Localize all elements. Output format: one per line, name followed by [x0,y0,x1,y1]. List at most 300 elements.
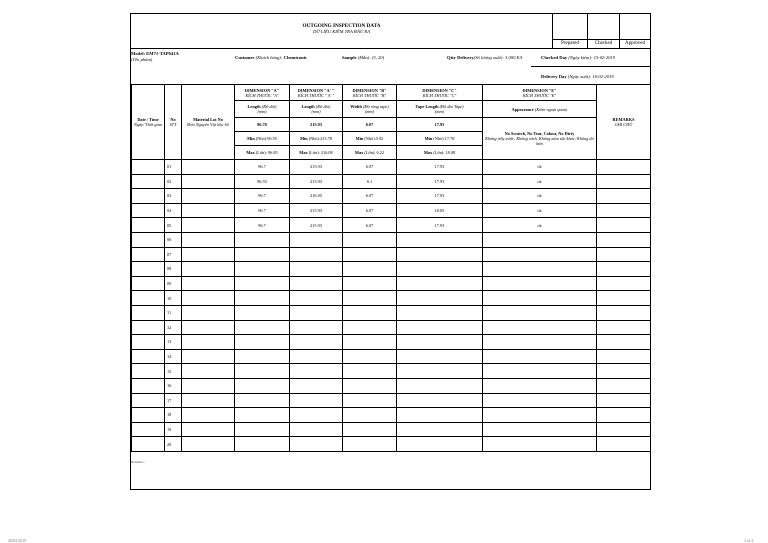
dim-a-unit: (mm) [257,109,267,114]
remarks-cell [597,203,651,218]
dim-c-header [397,85,483,101]
lot-cell [182,305,235,320]
customer-info [235,55,307,61]
inspection-sheet [130,13,651,490]
remarks-cell [597,320,651,335]
dim-b-param [343,101,397,118]
table-row [132,335,651,350]
appearance-cell [483,349,597,364]
dim-b-cell [343,364,397,379]
dim-e-header [483,85,597,101]
dim-a-cell [235,335,290,350]
date-cell [132,218,165,233]
no-cell: 10 [165,291,182,306]
dim-a-param [235,101,290,118]
remarks-cell [597,349,651,364]
customer-sub: (Khách hàng): [255,55,283,60]
lot-cell [182,160,235,175]
appearance-cell: ok [483,174,597,189]
remarks-cell [597,422,651,437]
inspection-rows [132,160,651,452]
date-cell [132,262,165,277]
dim-a-header [235,85,290,101]
table-row [132,422,651,437]
dim-b-cell [343,262,397,277]
checked-day-label: Checked Day [541,55,568,60]
sample-sub: (Mẫu): (5, 20) [357,55,385,60]
dim-a2-cell [290,262,343,277]
appearance-cell [483,335,597,350]
delivery-day-info [541,74,614,80]
no-cell: 02 [165,174,182,189]
table-row [132,174,651,189]
dim-a-param-label: Length [247,104,261,109]
dim-e-label: DIMENSION "E" [522,87,557,93]
no-cell: 19 [165,422,182,437]
dim-c-cell [397,422,483,437]
appearance-cell [483,291,597,306]
dim-b-cell [343,349,397,364]
dim-c-cell: 17.93 [397,189,483,204]
document-header [131,14,552,48]
appearance-cell [483,232,597,247]
table-row [132,218,651,233]
document-title: OUTGOING INSPECTION DATA [302,23,381,29]
prepared-label: Prepared [553,39,587,48]
dim-c-cell: 17.93 [397,174,483,189]
remarks-cell [597,335,651,350]
lot-cell [182,422,235,437]
appearance-cell: ok [483,189,597,204]
remarks-cell [597,189,651,204]
date-cell [132,364,165,379]
checked-day-info [541,55,615,61]
remarks-cell [597,364,651,379]
remarks-header [597,85,651,160]
dim-a2-unit: (mm) [311,109,321,114]
header-divider [131,48,650,49]
lot-header [182,85,235,160]
dim-c-cell [397,320,483,335]
appearance-cell [483,378,597,393]
remarks-cell [597,218,651,233]
dim-c-nominal: 17.93 [397,118,483,132]
appearance-cell [483,408,597,423]
checked-day-sub: (Ngày kiểm): 15-02-2019 [568,55,616,60]
dim-a2-cell [290,408,343,423]
table-row [132,364,651,379]
remarks-cell [597,408,651,423]
dim-a-max [235,146,290,160]
no-cell: 03 [165,189,182,204]
date-cell [132,320,165,335]
dim-a-cell [235,408,290,423]
model-label: Model: EM71-TAP041A [131,51,179,56]
prepared-box [552,14,587,48]
dim-b-cell [343,276,397,291]
table-row [132,305,651,320]
dim-c-unit: (mm) [434,109,445,114]
dim-b-cell: 6.07 [343,189,397,204]
date-cell [132,247,165,262]
lot-cell [182,349,235,364]
table-row [132,247,651,262]
remarks-cell [597,305,651,320]
sample-label: Sample [342,55,357,60]
lot-cell [182,276,235,291]
dim-c-cell [397,276,483,291]
appearance-requirement [483,118,597,160]
remarks-cell [597,174,651,189]
dim-b-cell [343,320,397,335]
dim-a-cell [235,247,290,262]
appearance-cell: ok [483,218,597,233]
date-cell [132,305,165,320]
date-cell [132,437,165,452]
approved-box [619,14,650,48]
dim-a2-cell: 215.93 [290,203,343,218]
dim-a-cell [235,291,290,306]
lot-cell [182,189,235,204]
dim-c-cell [397,364,483,379]
table-row [132,408,651,423]
no-cell: 20 [165,437,182,452]
dim-c-sub: KÍCH THƯỚC "C" [422,92,457,98]
dim-a-cell [235,364,290,379]
no-cell: 06 [165,232,182,247]
dim-a-min-label: Min [247,136,255,141]
dim-a2-cell: 215.93 [290,160,343,175]
dim-c-min [397,132,483,146]
remarks-cell [597,160,651,175]
dim-b-label: DIMENSION "B" [352,87,387,93]
dim-a2-cell [290,393,343,408]
appearance-cell [483,393,597,408]
lot-cell [182,320,235,335]
dim-c-label: DIMENSION "C" [422,87,457,93]
no-cell: 07 [165,247,182,262]
dim-a2-min [290,132,343,146]
dim-a-cell [235,349,290,364]
dim-a2-cell [290,320,343,335]
table-row [132,203,651,218]
remarks-sub: GHI CHÚ [614,122,633,127]
dim-b-min [343,132,397,146]
date-cell [132,408,165,423]
dim-a2-cell [290,232,343,247]
no-label: No [170,117,176,122]
dim-b-cell [343,232,397,247]
dim-b-max [343,146,397,160]
appearance-cell [483,262,597,277]
dim-a2-cell [290,422,343,437]
no-cell: 17 [165,393,182,408]
dim-a2-param [290,101,343,118]
date-cell [132,335,165,350]
table-row [132,160,651,175]
dim-a-cell [235,422,290,437]
appearance-cell [483,422,597,437]
dim-c-param-label: Tape Length [415,104,439,109]
dim-a-nominal: 96.70 [235,118,290,132]
dim-a2-cell [290,349,343,364]
dim-a2-max [290,146,343,160]
table-row [132,378,651,393]
dim-c-cell [397,335,483,350]
remarks-cell [597,262,651,277]
table-row [132,393,651,408]
dim-a-max-label: Max [246,150,255,155]
no-cell: 15 [165,364,182,379]
no-header [165,85,182,160]
appearance-cell [483,305,597,320]
lot-cell [182,174,235,189]
dim-c-cell [397,349,483,364]
remarks-label: REMARKS [612,117,635,122]
no-cell: 08 [165,262,182,277]
dim-c-cell [397,291,483,306]
dim-a-cell: 96.7 [235,189,290,204]
no-cell: 05 [165,218,182,233]
appearance-cell [483,276,597,291]
dim-c-param-sub: (Độ dài Tape) [439,104,464,109]
dim-c-cell [397,305,483,320]
dim-e-sub: KÍCH THƯỚC "E" [522,92,557,98]
lot-cell [182,247,235,262]
dim-a2-cell [290,291,343,306]
lot-cell [182,218,235,233]
remarks-cell [597,393,651,408]
model-sub: (Tên phẩm) [131,56,153,62]
dim-c-cell [397,393,483,408]
dim-b-cell [343,247,397,262]
remarks-cell [597,276,651,291]
dim-c-cell [397,378,483,393]
dim-b-param-label: Width [350,104,362,109]
table-row [132,320,651,335]
customer-label: Customer [235,55,255,60]
lot-cell [182,262,235,277]
dim-b-cell [343,335,397,350]
page-number: 1 of 2 [744,538,754,543]
dim-b-nominal: 6.07 [343,118,397,132]
appearance-param [483,101,597,118]
no-cell: 09 [165,276,182,291]
date-cell [132,232,165,247]
dim-c-cell [397,247,483,262]
remarks-cell [597,247,651,262]
dim-b-cell [343,422,397,437]
appearance-cell [483,247,597,262]
dim-a-cell [235,393,290,408]
dim-c-max-label: Max [423,150,433,155]
no-cell: 12 [165,320,182,335]
dim-a2-cell [290,364,343,379]
dim-c-param [397,101,483,118]
table-row [132,276,651,291]
date-cell [132,291,165,306]
no-cell: 04 [165,203,182,218]
lot-cell [182,203,235,218]
dim-a2-cell [290,247,343,262]
date-time-sub: Ngày/ Thời gian [133,122,163,127]
dim-a2-nominal: 215.93 [290,118,343,132]
appearance-cell [483,437,597,452]
dim-c-cell [397,408,483,423]
no-cell: 01 [165,160,182,175]
page-date: 20/02/2019 [8,538,27,543]
dim-a2-max-label: Max [299,150,308,155]
dim-b-sub: KÍCH THƯỚC "B" [352,92,387,98]
lot-cell [182,408,235,423]
appearance-cell: ok [483,160,597,175]
dim-c-min-label: Min [424,136,433,141]
dim-a-cell: 96.55 [235,174,290,189]
dim-a2-cell: 215.93 [290,174,343,189]
dim-c-cell: 18.05 [397,203,483,218]
dim-a2-sub: KÍCH THƯỚC " A' " [297,92,335,98]
date-cell [132,422,165,437]
dim-a2-min-label: Min [300,136,308,141]
date-cell [132,174,165,189]
dim-a-min-value: (Nhỏ):96.55 [255,136,277,141]
dim-a-label: DIMENSION "A" [244,87,280,93]
dim-a2-cell: 215.93 [290,218,343,233]
dim-b-cell: 6.07 [343,203,397,218]
no-cell: 14 [165,349,182,364]
dim-a2-param-label: Length [301,104,315,109]
dim-c-max-value: (Lớn): 18.08 [433,150,456,155]
remarks-cell [597,291,651,306]
dim-a-cell: 96.7 [235,218,290,233]
table-row [132,189,651,204]
dim-b-max-label: Max [354,150,364,155]
appearance-sub: (Kiểm ngoại quan) [534,106,568,112]
dim-b-min-value: (Nhỏ):5.92 [364,136,384,141]
dim-a2-param-sub: (Độ dài) [315,104,331,109]
date-time-header [132,85,165,160]
table-row [132,232,651,247]
dim-c-cell: 17.93 [397,160,483,175]
dim-b-cell: 6.07 [343,160,397,175]
dim-b-cell [343,437,397,452]
date-cell [132,203,165,218]
dim-b-cell [343,378,397,393]
appearance-req-sub: Không trầy xước, Không rách, Không màu sắc khác, Không dơ bẩn [485,136,594,146]
dim-b-cell [343,408,397,423]
dim-b-cell: 6.1 [343,174,397,189]
dim-a-cell [235,320,290,335]
qty-label: Qtty Delivery [447,55,474,60]
dim-a2-max-value: (Lớn): 216.08 [308,150,333,155]
no-sub: STT [169,122,177,127]
dim-c-max [397,146,483,160]
qty-info [447,55,522,61]
appearance-cell [483,320,597,335]
dim-a2-min-value: (Nhỏ):215.78 [308,136,332,141]
dim-b-cell [343,393,397,408]
remarks-cell [597,232,651,247]
dim-a-sub: KÍCH THƯỚC "A" [245,92,279,98]
dim-c-cell [397,437,483,452]
dim-b-param-sub: (Độ rộng tape) [362,104,389,109]
no-cell: 16 [165,378,182,393]
checked-label: Checked [588,39,619,48]
dim-b-max-value: (Lớn): 6.22 [364,150,385,155]
appearance-cell [483,364,597,379]
delivery-day-label: Delivery Day [541,74,567,79]
dim-a2-cell [290,305,343,320]
dim-a2-cell [290,437,343,452]
table-row [132,349,651,364]
dim-a-cell: 96.7 [235,203,290,218]
no-cell: 11 [165,305,182,320]
dim-a-cell [235,262,290,277]
lot-cell [182,291,235,306]
dim-b-cell: 6.07 [343,218,397,233]
dim-c-cell [397,262,483,277]
lot-label: Material Lot No [193,117,223,122]
lot-cell [182,335,235,350]
sample-info [342,55,384,61]
dim-a2-label: DIMENSION "A' " [297,87,335,93]
appearance-cell: ok [483,203,597,218]
approved-label: Approved [620,39,650,48]
dim-b-cell [343,305,397,320]
appearance-req-label: No Scratch, No Tear, Colour, No Dirty [504,131,575,136]
dim-c-cell: 17.93 [397,218,483,233]
lot-cell [182,378,235,393]
qty-sub: (Số lượng xuất): 3.000 EA [473,55,523,60]
date-cell [132,189,165,204]
dim-a-cell: 96.7 [235,160,290,175]
inspection-table [131,84,651,452]
dim-b-cell [343,291,397,306]
dim-a-cell [235,232,290,247]
lot-cell [182,393,235,408]
lot-cell [182,437,235,452]
lot-cell [182,232,235,247]
table-row [132,262,651,277]
model-info [131,51,179,62]
document-subtitle: DỮ LIỆU KIỂM TRA ĐẦU RA [312,29,371,34]
dim-a-min [235,132,290,146]
table-row [132,437,651,452]
dim-a-cell [235,276,290,291]
remarks-cell [597,437,651,452]
date-time-label: Date / Time [137,117,159,122]
dim-a2-header [290,85,343,101]
dim-a-max-value: (Lớn): 96.85 [255,150,278,155]
delivery-day-sub: (Ngày xuất): 16-02-2019 [567,74,614,79]
dim-b-unit: (mm) [364,109,375,114]
remarks-cell [597,378,651,393]
dim-a2-cell [290,335,343,350]
dim-b-min-label: Min [355,136,364,141]
dim-a-cell [235,378,290,393]
dim-c-cell [397,232,483,247]
lot-sub: Đơn Nguyên Vật liệu Số [187,122,229,127]
appearance-label: Appearance [511,106,534,112]
lot-cell [182,364,235,379]
date-cell [132,276,165,291]
remarks-note: Remarks : [131,460,146,464]
checked-box [587,14,619,48]
date-cell [132,378,165,393]
dim-a-param-sub: (Độ dài) [261,104,277,109]
dim-a-cell [235,305,290,320]
dim-c-min-value: (Nhỏ):17.78 [433,136,455,141]
